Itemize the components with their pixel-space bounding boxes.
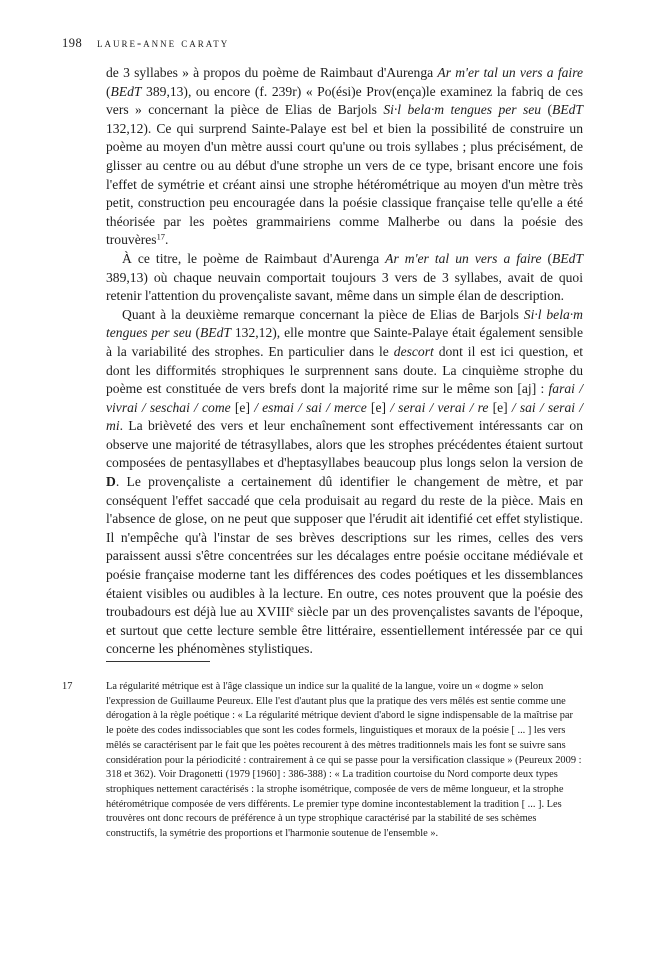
text-run: 132,12), elle montre que Sainte-Palaye était également sensible à la variabilité des strophes. En particulier dans le [106, 325, 583, 359]
poem-title: Ar m'er tal un vers a faire [385, 250, 542, 266]
text-run: siècle par un des provençalistes savants de l'époque, et surtout que cette lecture semble être littéraire, essentiellement intéressée par ce qui concerne les phénomènes stylistiques. [106, 604, 583, 657]
rhyme-words: / serai / verai / re [390, 399, 489, 415]
text-run: ( [541, 102, 553, 118]
running-head-author: laure-anne caraty [96, 36, 230, 50]
reference-abbreviation: BEdT [552, 250, 584, 266]
rhyme-words: farai / vivrai / seschai / come [106, 381, 583, 415]
paragraph [106, 250, 583, 306]
reference-abbreviation: BEdT [110, 83, 142, 99]
rhyme-words: / esmai / sai / merce [254, 399, 367, 415]
text-run: Quant à la deuxième remarque concernant la pièce de Elias de Barjols [122, 306, 524, 322]
poem-title: Si·l bela·m tengues per seu [383, 102, 542, 118]
footnote-separator [106, 661, 210, 662]
text-run: . [165, 232, 169, 248]
footnote-reference[interactable]: 17 [156, 231, 166, 242]
footnote [62, 680, 583, 842]
footnote-text: La régularité métrique est à l'âge classique un indice sur la qualité de la langue, voire un « dogme » selon l'expression de Guillaume Peureux. Elle l'est d'autant plus que la pratique des vers mêlés est sentie comme une dérogation à la règle poétique : « La régularité métrique devient d'abord le signe indispensable de la maîtrise par le poète des codes indissociables que sont les codes formels, linguistiques et moraux de la poésie [ ... ] les vers mêlés se caractérisent par le fait que les poètes recourent à des mètres traditionnels mais les font se suivre sans considération pour la périodicité : contrairement à ce qui se passe pour la versification classique » (Peureux 2009 : 318 et 362). Voir Dragonetti (1979 [1960] : 386-388) : « La tradition courtoise du Nord comporte deux types strophiques nettement caractérisés : la strophe isométrique, composée de vers de même longueur, et la strophe hétérométrique composée de vers différents. Le premier type domine incontestablement la tradition [ ... ]. Les trouvères ont donc recours de préférence à un type strophique caractérisé par la stabilité de ses schèmes constructifs, la symétrie des proportions et l'harmonie soutenue de l'ensemble ». [106, 681, 582, 840]
text-run: 389,13), ou encore (f. 239r) « Po(ési)e Prov(ença)le examinez la fabriq de ces vers » concernant la pièce de Elias de Barjols [106, 83, 583, 118]
reference-abbreviation: BEdT [552, 102, 583, 118]
page-number: 198 [62, 36, 83, 50]
text-run: [e] [488, 399, 512, 415]
poem-title: Ar m'er tal un vers a faire [437, 65, 584, 80]
rhyme-words: / sai / serai / mi [106, 399, 584, 434]
text-run: ( [191, 325, 200, 341]
text-run: [e] [366, 399, 391, 415]
paragraph [106, 306, 583, 659]
poem-title: Si·l bela·m tengues per seu [106, 306, 583, 341]
text-run: 132,12). Ce qui surprend Sainte-Palaye est bel et bien la possibilité de construire un poème au moyen d'un mètre aussi court qu'une ou trois syllabes ; plus précisément, de glisser au centre ou au début d'une strophe un vers de ce type, brisant encore une fois l'effet de symétrie et créant ainsi une strophe hétérométrique au moyen d'un mètre très petit, construction peu encouragée dans la poésie classique française telle qu'elle a été théorisée par les poètes grammairiens comme Malherbe ou dans la poésie des trouvères [106, 120, 583, 248]
text-run: [e] [230, 399, 255, 415]
text-run: . La brièveté des vers et leur enchaînement sont effectivement intéressants car on observe une majorité de tétrasyllabes, alors que les strophes précédentes étaient surtout composées de pentasyllabes et d'heptasyllabes beaucoup plus longs selon la version de [106, 418, 583, 471]
reference-abbreviation: BEdT [200, 325, 231, 341]
main-text [106, 64, 583, 659]
text-run: de 3 syllabes » à propos du poème de Raimbaut d'Aurenga [106, 65, 438, 80]
text-run: À ce titre, le poème de Raimbaut d'Aurenga [122, 250, 386, 266]
genre-term: descort [393, 343, 434, 359]
text-run: ( [106, 83, 111, 99]
footnote-number: 17 [62, 681, 73, 692]
text-run: dont il est ici question, et dont les difformités strophiques le surprennent sans doute. La cinquième strophe du poème est constituée de vers brefs dont la majorité rime sur le même son [aj] : [106, 343, 584, 397]
running-header [62, 36, 229, 51]
text-run: ( [541, 250, 553, 266]
text-run: . Le provençaliste a certainement dû identifier le changement de mètre, et par conséquent l'effet saccadé que cela produisait au regard du reste de la pièce. Mais en l'absence de glose, on ne peut que supposer que l'érudit ait identifié cet effet stylistique. Il n'empêche qu'à l'instar de ses brèves descriptions sur les rimes, celles des vers paraissent aussi s'être concentrées sur les décalages entre poésie occitane médiévale et poésie française moderne tant les différences des codes poétiques et les dissemblances étaient visibles ou audibles à la lecture. En outre, ces notes prouvent que la poésie des troubadours est déjà lue au XVIII [106, 474, 583, 620]
paragraph [106, 64, 583, 250]
manuscript-siglum: D [106, 474, 116, 490]
century-superscript: e [289, 603, 294, 614]
text-run: 389,13) où chaque neuvain comportait toujours 3 vers de 3 syllabes, avait de quoi retenir l'attention du provençaliste savant, même dans un simple élan de description. [106, 269, 583, 304]
